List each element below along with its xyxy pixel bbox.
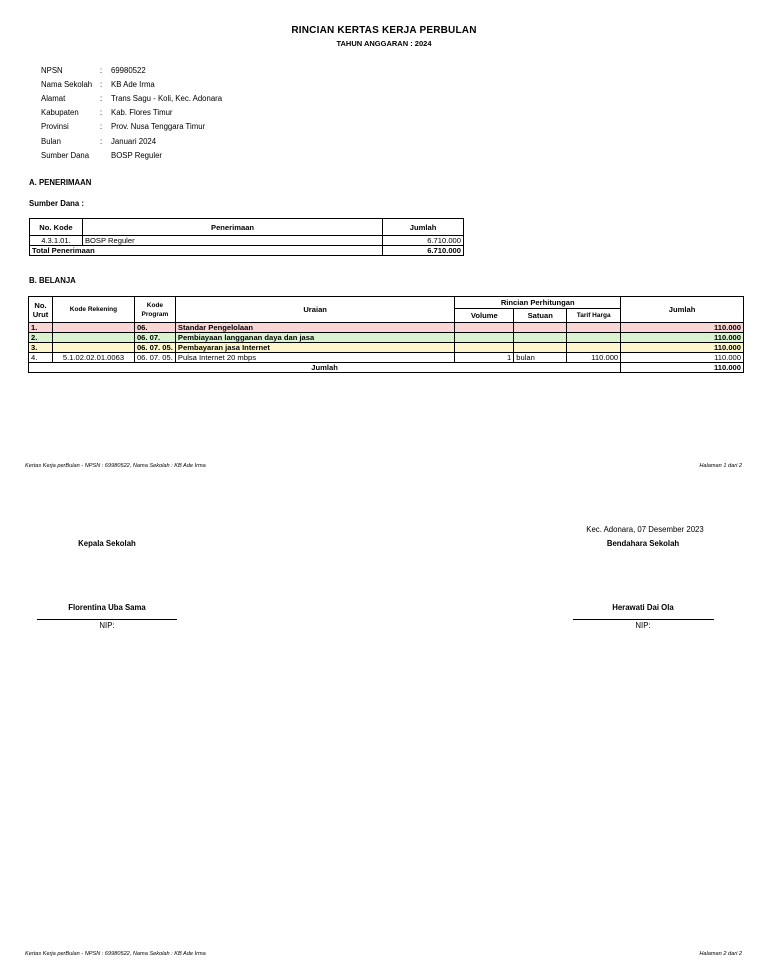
cell-penerimaan: BOSP Reguler: [82, 236, 382, 246]
info-row-bulan: Bulan : Januari 2024: [41, 136, 157, 146]
cell-program: 06. 07.: [134, 333, 175, 343]
cell-volume: 1: [455, 353, 514, 363]
cell-tarif: [567, 323, 621, 333]
table-header-row: [29, 297, 744, 309]
section-penerimaan-heading: A. PENERIMAAN: [29, 178, 92, 187]
section-belanja-heading: B. BELANJA: [29, 276, 76, 285]
bendahara-name: Herawati Dai Ola: [612, 603, 674, 612]
cell-program: 06. 07. 05.: [134, 343, 175, 353]
nip-left: NIP:: [99, 621, 115, 630]
page-title: RINCIAN KERTAS KERJA PERBULAN: [291, 25, 477, 36]
header-no-kode: No. Kode: [30, 219, 83, 236]
footer-left-page2: Kertas Kerja perBulan - NPSN : 69980522, Nama Sekolah : KB Ade Irma: [25, 951, 206, 957]
cell-program: 06.: [134, 323, 175, 333]
cell-satuan: [514, 333, 567, 343]
sumber-dana-label: Sumber Dana :: [29, 199, 85, 208]
total-row: [29, 363, 744, 373]
school-info: [41, 63, 222, 162]
cell-rekening: 5.1.02.02.01.0063: [52, 353, 134, 363]
kepala-sekolah-title: Kepala Sekolah: [78, 539, 136, 548]
info-row-provinsi: Provinsi : Prov. Nusa Tenggara Timur: [41, 122, 206, 132]
table-row: [29, 353, 744, 363]
table-row: [29, 323, 744, 333]
cell-jumlah: 110.000: [621, 333, 744, 343]
footer-page-number-1: Halaman 1 dari 2: [699, 463, 742, 469]
header-uraian: Uraian: [175, 297, 454, 323]
info-row-sumber-dana: Sumber Dana BOSP Reguler: [41, 150, 162, 160]
cell-uraian: Pembiayaan langganan daya dan jasa: [175, 333, 454, 343]
cell-uraian: Pembayaran jasa Internet: [175, 343, 454, 353]
cell-jumlah: 110.000: [621, 353, 744, 363]
cell-satuan: [514, 323, 567, 333]
header-kode-rekening: Kode Rekening: [52, 297, 134, 323]
cell-no: 4.: [29, 353, 53, 363]
place-date: Kec. Adonara, 07 Desember 2023: [586, 525, 704, 534]
table-row: [29, 343, 744, 353]
kepala-sekolah-name: Florentina Uba Sama: [68, 603, 146, 612]
cell-kode: 4.3.1.01.: [30, 236, 83, 246]
header-tarif: Tarif Harga: [567, 309, 621, 323]
cell-satuan: [514, 343, 567, 353]
signature-line-right: [573, 619, 714, 620]
total-value: 6.710.000: [383, 246, 464, 256]
cell-no: 3.: [29, 343, 53, 353]
belanja-table: [28, 296, 744, 373]
page-subtitle: TAHUN ANGGARAN : 2024: [336, 39, 432, 48]
cell-tarif: [567, 333, 621, 343]
bendahara-sekolah-title: Bendahara Sekolah: [606, 539, 680, 548]
header-volume: Volume: [455, 309, 514, 323]
cell-uraian: Pulsa Internet 20 mbps: [175, 353, 454, 363]
cell-rekening: [52, 343, 134, 353]
cell-volume: [455, 333, 514, 343]
cell-jumlah: 110.000: [621, 323, 744, 333]
info-row-alamat: Alamat : Trans Sagu - Koli, Kec. Adonara: [41, 93, 223, 103]
header-jumlah: Jumlah: [621, 297, 744, 323]
info-row-npsn: NPSN : 69980522: [41, 65, 146, 75]
table-row: [30, 236, 464, 246]
signature-line-left: [37, 619, 177, 620]
header-penerimaan: Penerimaan: [82, 219, 382, 236]
cell-rekening: [52, 323, 134, 333]
header-jumlah: Jumlah: [383, 219, 464, 236]
total-label: Total Penerimaan: [30, 246, 383, 256]
cell-no: 1.: [29, 323, 53, 333]
footer-page-number-2: Halaman 2 dari 2: [699, 951, 742, 957]
header-no-urut: No. Urut: [29, 297, 53, 323]
header-rincian: Rincian Perhitungan: [455, 297, 621, 309]
cell-no: 2.: [29, 333, 53, 343]
table-header-row: [30, 219, 464, 236]
cell-rekening: [52, 333, 134, 343]
cell-jumlah: 6.710.000: [383, 236, 464, 246]
info-row-kabupaten: Kabupaten : Kab. Flores Timur: [41, 108, 173, 118]
total-label: Jumlah: [29, 363, 621, 373]
nip-right: NIP:: [635, 621, 651, 630]
cell-tarif: [567, 343, 621, 353]
cell-tarif: 110.000: [567, 353, 621, 363]
total-value: 110.000: [621, 363, 744, 373]
info-row-nama-sekolah: Nama Sekolah : KB Ade Irma: [41, 79, 155, 89]
cell-uraian: Standar Pengelolaan: [175, 323, 454, 333]
cell-program: 06. 07. 05.: [134, 353, 175, 363]
header-kode-program: Kode Program: [134, 297, 175, 323]
total-row: [30, 246, 464, 256]
cell-jumlah: 110.000: [621, 343, 744, 353]
footer-left-page1: Kertas Kerja perBulan - NPSN : 69980522, Nama Sekolah : KB Ade Irma: [25, 463, 206, 469]
penerimaan-table: [29, 218, 464, 256]
cell-volume: [455, 343, 514, 353]
cell-satuan: bulan: [514, 353, 567, 363]
header-satuan: Satuan: [514, 309, 567, 323]
cell-volume: [455, 323, 514, 333]
table-row: [29, 333, 744, 343]
